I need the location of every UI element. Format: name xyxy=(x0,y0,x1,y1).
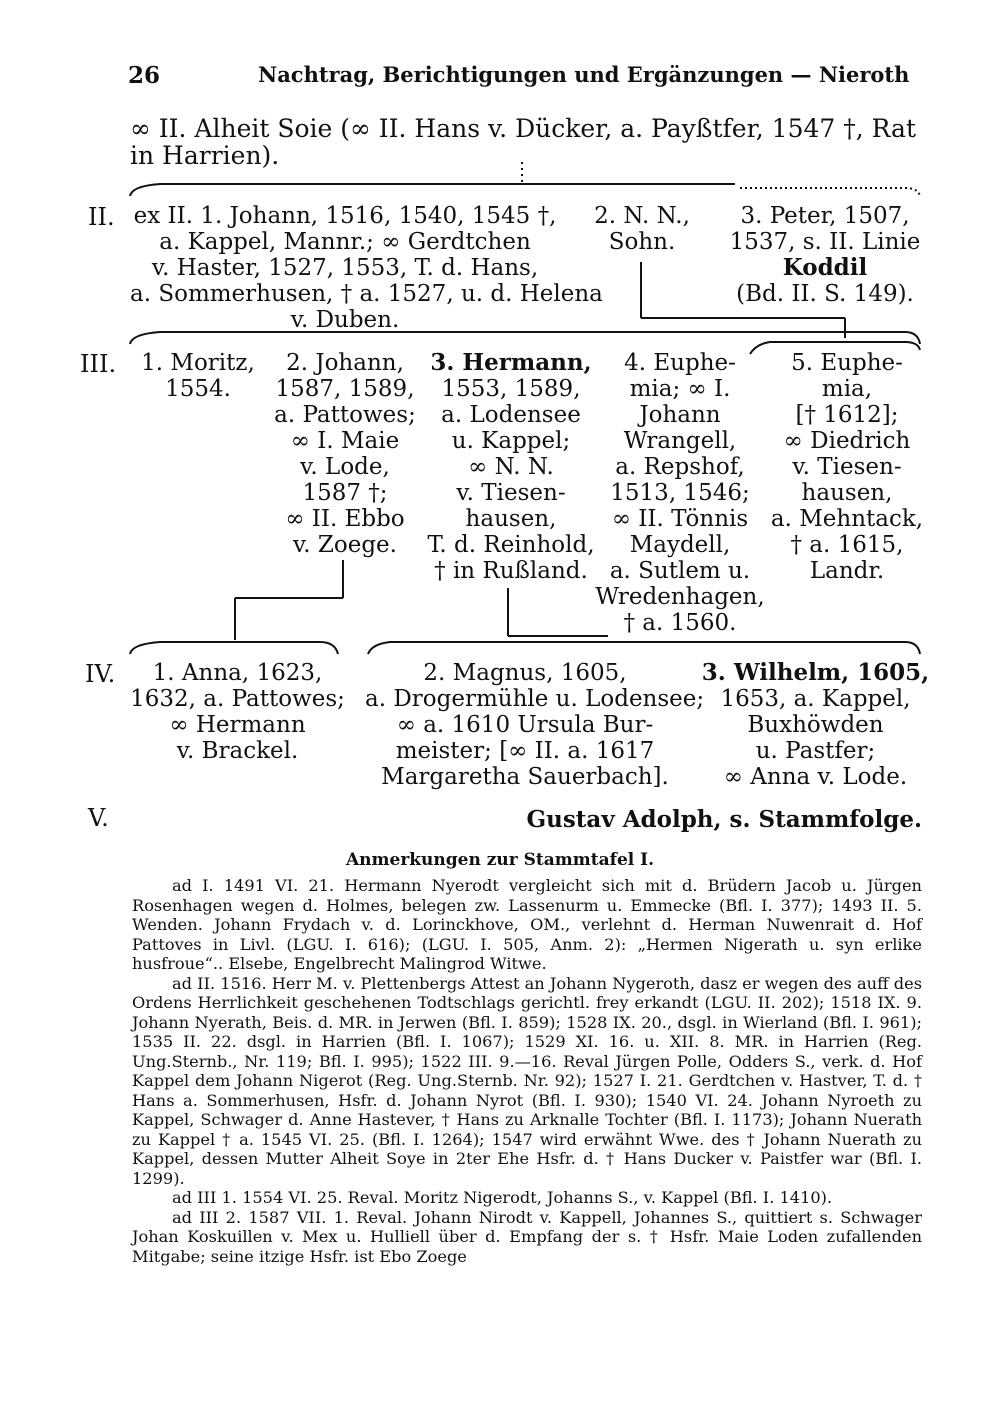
gen-iii-hermann-line: ∞ N. N. xyxy=(468,454,554,480)
page-number: 26 xyxy=(128,62,161,89)
gen-ii-johann-line: ex II. 1. Johann, 1516, 1540, 1545 †, xyxy=(133,203,557,229)
gen-ii-johann-line: a. Sommerhusen, † a. 1527, u. d. Helena xyxy=(130,281,603,307)
gen-iv-magnus xyxy=(365,660,705,790)
gen-iii-euphemia-5 xyxy=(762,350,932,584)
running-title: Nachtrag, Berichtigungen und Ergänzungen — Nieroth xyxy=(258,62,910,87)
gen-iii-moritz xyxy=(128,350,268,402)
gen-iv-magnus-line: a. Drogermühle u. Lodensee; xyxy=(365,686,705,712)
gen-iii-moritz-line: 1. Moritz, xyxy=(141,350,255,376)
gen-iii-euphemia-5-line: mia, xyxy=(821,376,873,402)
gen-iv-wilhelm xyxy=(698,660,933,790)
notes-title: Anmerkungen zur Stammtafel I. xyxy=(345,850,655,870)
gen-ii-nn-line: 2. N. N., xyxy=(594,203,690,229)
gen-iii-euphemia-4-line: mia; ∞ I. xyxy=(629,376,731,402)
gen-ii-peter xyxy=(715,203,935,307)
gen-iii-johann-line: ∞ II. Ebbo xyxy=(285,506,405,532)
gen-v-gustav-adolph: Gustav Adolph, s. Stammfolge. xyxy=(526,806,922,833)
intro-line-2: in Harrien). xyxy=(130,141,280,170)
note-paragraph: ad II. 1516. Herr M. v. Plettenbergs Attest an Johann Nygeroth, dasz er wegen des auff des Ordens Herrlichkeit geschehenen Todtschlags gerichtl. frey erkandt (LGU. II. 202); 1518 IX. 9. Johann Nyerath, Beis. d. MR. in Jerwen (Bfl. I. 859); 1528 IX. 20., dsgl. in Wierland (Bfl. I. 961); 1535 II. 22. dsgl. in Harrien (Bfl. I. 1067); 1529 XI. 16. u. XII. 8. MR. in Harrien (Reg. Ung.Sternb., Nr. 119; Bfl. I. 995); 1522 III. 9.—16. Reval Jürgen Polle, Odders S., verk. d. Hof Kappel dem Johann Nigerot (Reg. Ung.Sternb. Nr. 92); 1527 I. 21. Gerdtchen v. Hastver, T. d. † Hans a. Sommerhusen, Hsfr. d. Johann Nyrot (Bfl. I. 930); 1540 VI. 24. Johann Nyroeth zu Kappel, Schwager d. Anne Hastever, † Hans zu Arknalle Tochter (Bfl. I. 1173); Johann Nuerath zu Kappel † a. 1545 VI. 25. (Bfl. I. 1264); 1547 wird erwähnt Wwe. des † Johann Nuerath zu Kappel, dessen Mutter Alheit Soye in 2ter Ehe Hsfr. d. † Hans Ducker v. Paistfer war (Bfl. I. 1299). xyxy=(132,973,922,1188)
gen-iii-hermann-line: a. Lodensee xyxy=(441,402,581,428)
gen-iv-wilhelm-line: u. Pastfer; xyxy=(755,738,876,764)
gen-ii-peter-line: 1537, s. II. Linie xyxy=(729,229,921,255)
gen-iii-johann-line: 1587, 1589, xyxy=(275,376,415,402)
gen-iv-wilhelm-line: 1653, a. Kappel, xyxy=(720,686,911,712)
notes-body xyxy=(132,876,922,1266)
gen-iii-hermann-line: u. Kappel; xyxy=(451,428,571,454)
gen-iii-euphemia-5-line: † a. 1615, xyxy=(790,532,904,558)
gen-iii-euphemia-5-line: v. Tiesen- xyxy=(792,454,902,480)
gen-iii-euphemia-4-line: Wrangell, xyxy=(623,428,737,454)
gen-iii-euphemia-5-line: 5. Euphe- xyxy=(791,350,903,376)
gen-iii-johann-line: 1587 †; xyxy=(302,480,388,506)
gen-iii-euphemia-4-line: † a. 1560. xyxy=(623,610,737,636)
gen-iii-johann-line: v. Zoege. xyxy=(293,532,397,558)
gen-iii-johann-line: a. Pattowes; xyxy=(274,402,416,428)
gen-iii-hermann-line: † in Rußland. xyxy=(434,558,588,584)
gen-iii-hermann-line: T. d. Reinhold, xyxy=(427,532,595,558)
gen-iv-anna xyxy=(125,660,350,764)
gen-iii-hermann-line: 3. Hermann, xyxy=(430,349,592,376)
gen-iii-euphemia-4-line: 4. Euphe- xyxy=(624,350,736,376)
gen-ii-peter-line: (Bd. II. S. 149). xyxy=(736,281,914,307)
gen-iii-hermann-line: hausen, xyxy=(465,506,557,532)
gen-iii-euphemia-4-line: Wredenhagen, xyxy=(595,584,765,610)
gen-iv-magnus-line: Margaretha Sauerbach]. xyxy=(381,764,669,790)
gen-iv-wilhelm-line: Buxhöwden xyxy=(747,712,884,738)
gen-iii-hermann xyxy=(425,350,597,584)
generation-label-v: V. xyxy=(88,804,109,832)
gen-ii-johann xyxy=(130,203,603,333)
gen-iii-euphemia-4-line: a. Sutlem u. xyxy=(609,558,751,584)
gen-iv-magnus-line: 2. Magnus, 1605, xyxy=(423,660,627,686)
gen-iii-hermann-line: v. Tiesen- xyxy=(456,480,566,506)
gen-iii-euphemia-5-line: hausen, xyxy=(801,480,893,506)
gen-iii-moritz-line: 1554. xyxy=(165,376,231,402)
gen-iv-anna-line: v. Brackel. xyxy=(176,738,299,764)
gen-iii-euphemia-4-line: a. Repshof, xyxy=(615,454,745,480)
gen-ii-johann-line: a. Kappel, Mannr.; ∞ Gerdtchen xyxy=(159,229,531,255)
gen-iii-euphemia-5-line: ∞ Diedrich xyxy=(783,428,911,454)
note-paragraph: ad III 2. 1587 VII. 1. Reval. Johann Nirodt v. Kappell, Johannes S., quittiert s. Schwager Johan Koskuillen v. Mex u. Hulliell über d. Empfang der s. † Hsfr. Maie Loden zufallenden Mitgabe; seine itzige Hsfr. ist Ebo Zoege xyxy=(132,1207,922,1266)
intro-line-1: ∞ II. Alheit Soie (∞ II. Hans v. Dücker, a. Payßtfer, 1547 †, Rat xyxy=(130,114,916,143)
gen-iii-johann xyxy=(265,350,425,558)
gen-iii-euphemia-4-line: Maydell, xyxy=(629,532,731,558)
gen-iii-euphemia-5-line: a. Mehntack, xyxy=(770,506,924,532)
generation-label-iv: IV. xyxy=(85,660,116,688)
gen-iii-hermann-line: 1553, 1589, xyxy=(441,376,581,402)
gen-iii-johann-line: 2. Johann, xyxy=(286,350,404,376)
generation-label-ii: II. xyxy=(88,203,115,231)
gen-iii-johann-line: ∞ I. Maie xyxy=(290,428,400,454)
gen-ii-nn-line: Sohn. xyxy=(608,229,676,255)
gen-iii-euphemia-4-line: 1513, 1546; xyxy=(610,480,750,506)
gen-iv-wilhelm-line: ∞ Anna v. Lode. xyxy=(723,764,908,790)
gen-iv-wilhelm-line: 3. Wilhelm, 1605, xyxy=(701,659,930,686)
gen-iii-euphemia-4-line: ∞ II. Tönnis xyxy=(611,506,749,532)
note-paragraph: ad III 1. 1554 VI. 25. Reval. Moritz Nigerodt, Johanns S., v. Kappel (Bfl. I. 1410). xyxy=(172,1188,833,1207)
gen-ii-johann-line: v. Duben. xyxy=(290,307,400,333)
gen-ii-nn-sohn xyxy=(582,203,702,255)
gen-ii-johann-line: v. Haster, 1527, 1553, T. d. Hans, xyxy=(151,255,539,281)
note-paragraph: ad I. 1491 VI. 21. Hermann Nyerodt vergleicht sich mit d. Brüdern Jacob u. Jürgen Rosenhagen wegen d. Holmes, belegen zw. Lassenurm u. Emmecke (Bfl. I. 377); 1493 II. 5. Wenden. Johann Frydach v. d. Lorinckhove, OM., verlehnt d. Herman Nuwenrait d. Hof Pattoves in Livl. (LGU. I. 616); (LGU. I. 505, Anm. 2): „Hermen Nigerath u. syn erlike husfroue“.. Elsebe, Engelbrecht Malingrod Witwe. xyxy=(132,876,922,973)
gen-iv-magnus-line: ∞ a. 1610 Ursula Bur- xyxy=(396,712,654,738)
gen-iv-anna-line: ∞ Hermann xyxy=(169,712,306,738)
gen-iv-anna-line: 1632, a. Pattowes; xyxy=(130,686,345,712)
gen-iv-magnus-line: meister; [∞ II. a. 1617 xyxy=(395,738,655,764)
gen-iii-euphemia-4-line: Johann xyxy=(639,402,721,428)
gen-ii-peter-line: Koddil xyxy=(782,254,868,281)
gen-iii-euphemia-5-line: [† 1612]; xyxy=(795,402,899,428)
generation-label-iii: III. xyxy=(80,350,117,378)
gen-ii-peter-line: 3. Peter, 1507, xyxy=(740,203,910,229)
gen-iv-anna-line: 1. Anna, 1623, xyxy=(152,660,323,686)
gen-iii-euphemia-5-line: Landr. xyxy=(809,558,885,584)
gen-iii-euphemia-4 xyxy=(595,350,765,636)
gen-iii-johann-line: v. Lode, xyxy=(300,454,390,480)
